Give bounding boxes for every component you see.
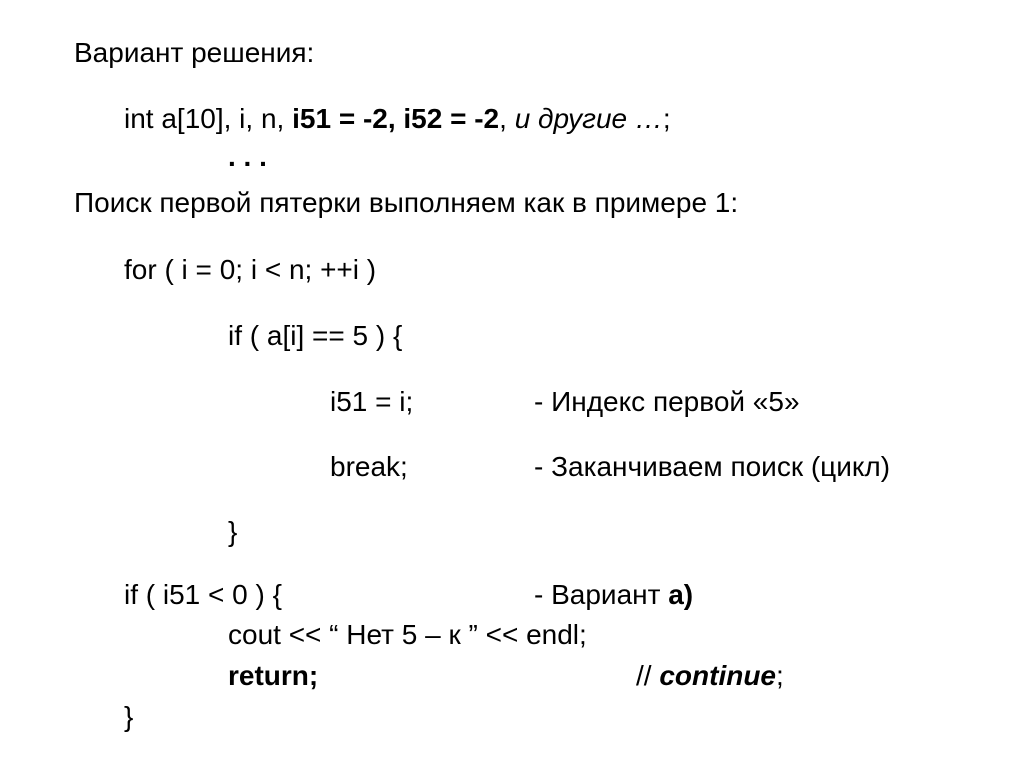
return-code: return; xyxy=(228,660,319,691)
declaration-italic: и другие … xyxy=(514,103,663,134)
if-line: if ( a[i] == 5 ) { xyxy=(228,320,403,351)
declaration-comma: , xyxy=(499,103,515,134)
if-check-comment xyxy=(534,578,693,612)
assign-comment: - Индекс первой «5» xyxy=(534,386,800,417)
for-line: for ( i = 0; i < n; ++i ) xyxy=(124,254,377,285)
if-check-code: if ( i51 < 0 ) { xyxy=(124,579,282,610)
return-comment-suffix: ; xyxy=(776,660,784,691)
return-comment-prefix: // xyxy=(636,660,660,691)
declaration-suffix: ; xyxy=(662,103,671,134)
declaration-line xyxy=(124,102,671,136)
return-comment-italic: continue xyxy=(659,660,777,691)
declaration-prefix: int a[10], i, n, xyxy=(124,103,293,134)
break-comment: - Заканчиваем поиск (цикл) xyxy=(534,451,891,482)
search-text: Поиск первой пятерки выполняем как в примере 1: xyxy=(74,187,739,218)
break-code: break; xyxy=(330,451,408,482)
declaration-bold: i51 = -2, i52 = -2 xyxy=(292,103,500,134)
if-check-comment-bold: а) xyxy=(668,579,694,610)
ellipsis: . . . xyxy=(228,141,267,172)
if-check-comment-prefix: - Вариант xyxy=(534,579,669,610)
close-brace-outer: } xyxy=(124,701,134,732)
slide-heading: Вариант решения: xyxy=(74,37,315,68)
return-comment xyxy=(636,659,784,693)
cout-line: cout << “ Нет 5 – к ” << endl; xyxy=(228,619,587,650)
close-brace-inner: } xyxy=(228,516,238,547)
assign-code: i51 = i; xyxy=(330,386,414,417)
